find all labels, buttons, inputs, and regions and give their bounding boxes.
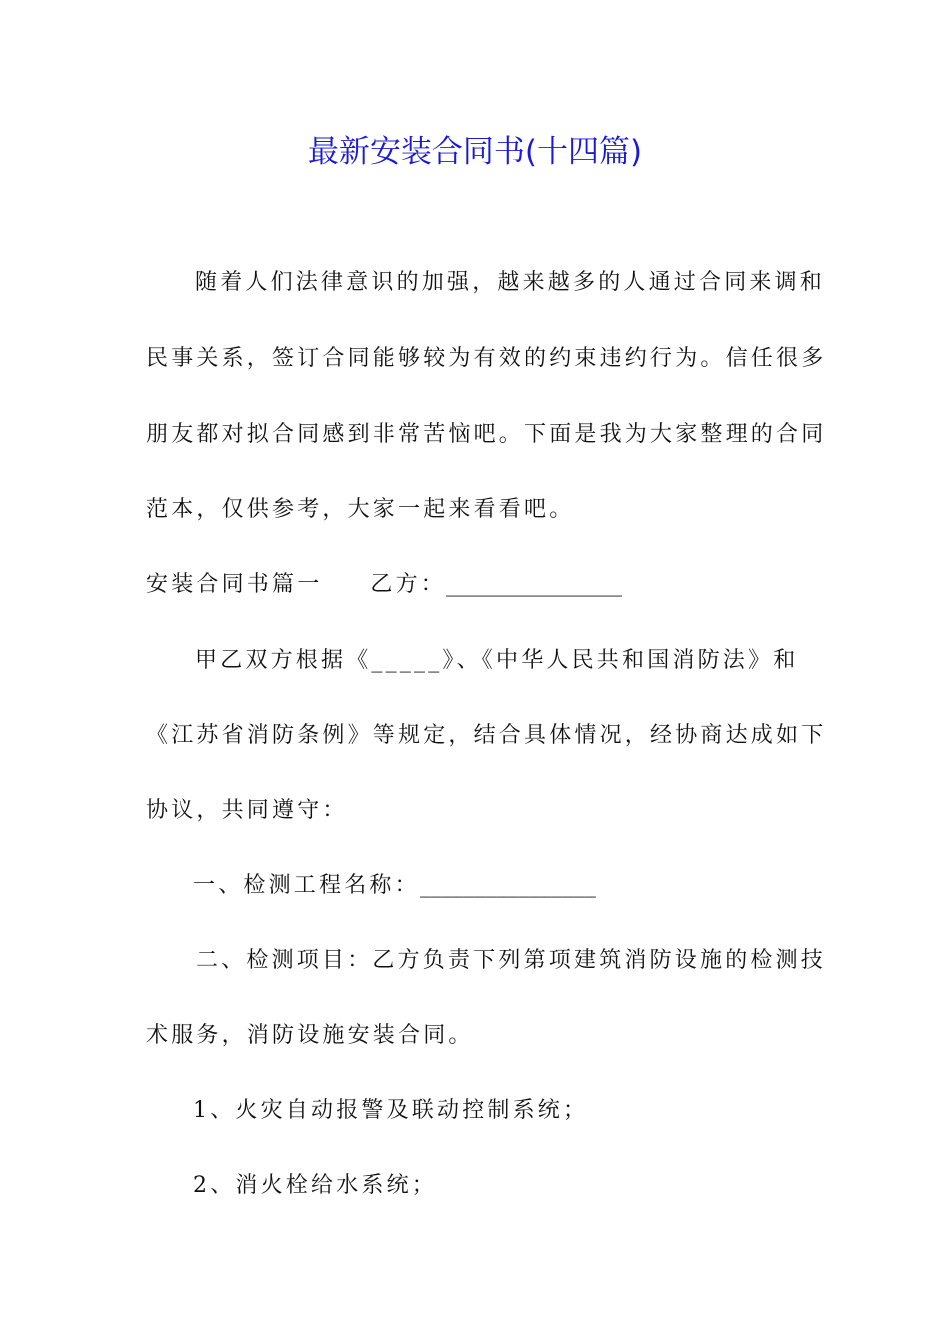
intro-line-2: 民事关系，签订合同能够较为有效的约束违约行为。信任很多 [146,346,827,371]
item-one-label: 一、检测工程名称： [193,873,420,898]
document-title: 最新安装合同书(十四篇) [307,134,643,170]
intro-line-4: 范本，仅供参考，大家一起来看看吧。 [146,497,575,522]
list-item: 2、消火栓给水系统； [193,1173,437,1198]
intro-line-3: 朋友都对拟合同感到非常苦恼吧。下面是我为大家整理的合同 [146,422,827,447]
item-one-row [193,871,596,901]
intro-line-1: 随着人们法律意识的加强，越来越多的人通过合同来调和 [195,270,826,295]
item-one-blank: ________________ [419,873,596,898]
item-two-line-1: 二、检测项目：乙方负责下列第项建筑消防设施的检测技 [196,948,827,973]
agreement-line-1: 甲乙双方根据《_____》、《中华人民共和国消防法》和 [195,648,799,673]
item-two-line-2: 术服务，消防设施安装合同。 [146,1023,474,1048]
agreement-line-3: 协议，共同遵守： [146,798,348,823]
section-heading-row [146,570,622,600]
list-item: 1、火灾自动报警及联动控制系统； [193,1098,589,1123]
agreement-line-2: 《江苏省消防条例》等规定，结合具体情况，经协商达成如下 [146,723,827,748]
party-b-label: 乙方： [370,572,447,597]
section-heading: 安装合同书篇一 [146,572,323,597]
party-b-blank: ________________ [446,572,623,597]
